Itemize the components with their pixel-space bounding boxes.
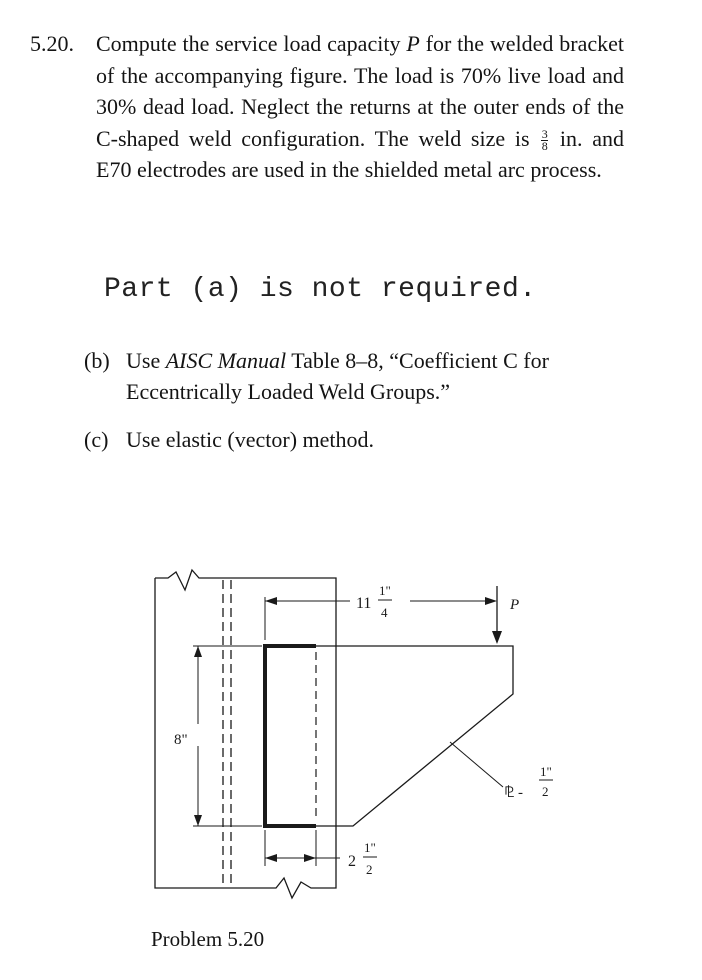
bottom-dimension-denominator: 2 [366, 862, 373, 877]
top-dimension-arrow-left [265, 597, 277, 605]
part-b-label: (b) [84, 348, 110, 373]
bottom-dimension-arrow-right [304, 854, 316, 862]
bottom-dimension-whole: 2 [348, 853, 356, 870]
bracket-plate-outline [316, 646, 513, 826]
load-label: P [510, 597, 520, 613]
top-dimension-numerator: 1" [379, 583, 391, 598]
problem-number: 5.20. [30, 31, 74, 56]
c-shaped-weld [265, 646, 316, 826]
problem-text-middle: for the welded bracket of the accompanying figure. The load is 70% live load and 30% dead load. Neglect the returns at the outer ends of the C-shaped weld configuration. The weld size is [96, 31, 625, 151]
load-arrow-head [492, 631, 502, 644]
load-variable: P [406, 31, 420, 56]
top-dimension-denominator: 4 [381, 605, 388, 620]
top-dimension-whole: 11 [356, 595, 372, 612]
left-dimension-arrow-top [194, 646, 202, 657]
problem-text-start: Compute the service load capacity [96, 31, 407, 56]
problem-text-end: in. and E70 electrodes are used in the shielded metal arc process. [96, 125, 624, 182]
plate-thickness-numerator: 1" [540, 764, 552, 779]
part-b-text-end: Table 8–8, “Coefficient C for Eccentrically Loaded Weld Groups.” [126, 348, 549, 404]
bottom-dimension-numerator: 1" [364, 840, 376, 855]
figure-caption: Problem 5.20 [151, 927, 265, 951]
weld-size-numerator: 3 [541, 127, 548, 142]
part-a-note: Part (a) is not required. [104, 274, 537, 305]
top-dimension-arrow-right [485, 597, 497, 605]
plate-thickness-leader [450, 742, 503, 787]
left-dimension-label: 8" [174, 732, 188, 748]
weld-size-denominator: 8 [541, 139, 548, 154]
part-c-text: Use elastic (vector) method. [126, 427, 375, 452]
plate-thickness-label: ⅊ - [504, 785, 524, 801]
part-b-text-start: Use [126, 348, 166, 373]
left-dimension-arrow-bottom [194, 815, 202, 826]
plate-thickness-denominator: 2 [542, 784, 549, 799]
part-c-label: (c) [84, 427, 109, 452]
bottom-dimension-arrow-left [265, 854, 277, 862]
aisc-manual-title: AISC Manual [165, 348, 287, 373]
